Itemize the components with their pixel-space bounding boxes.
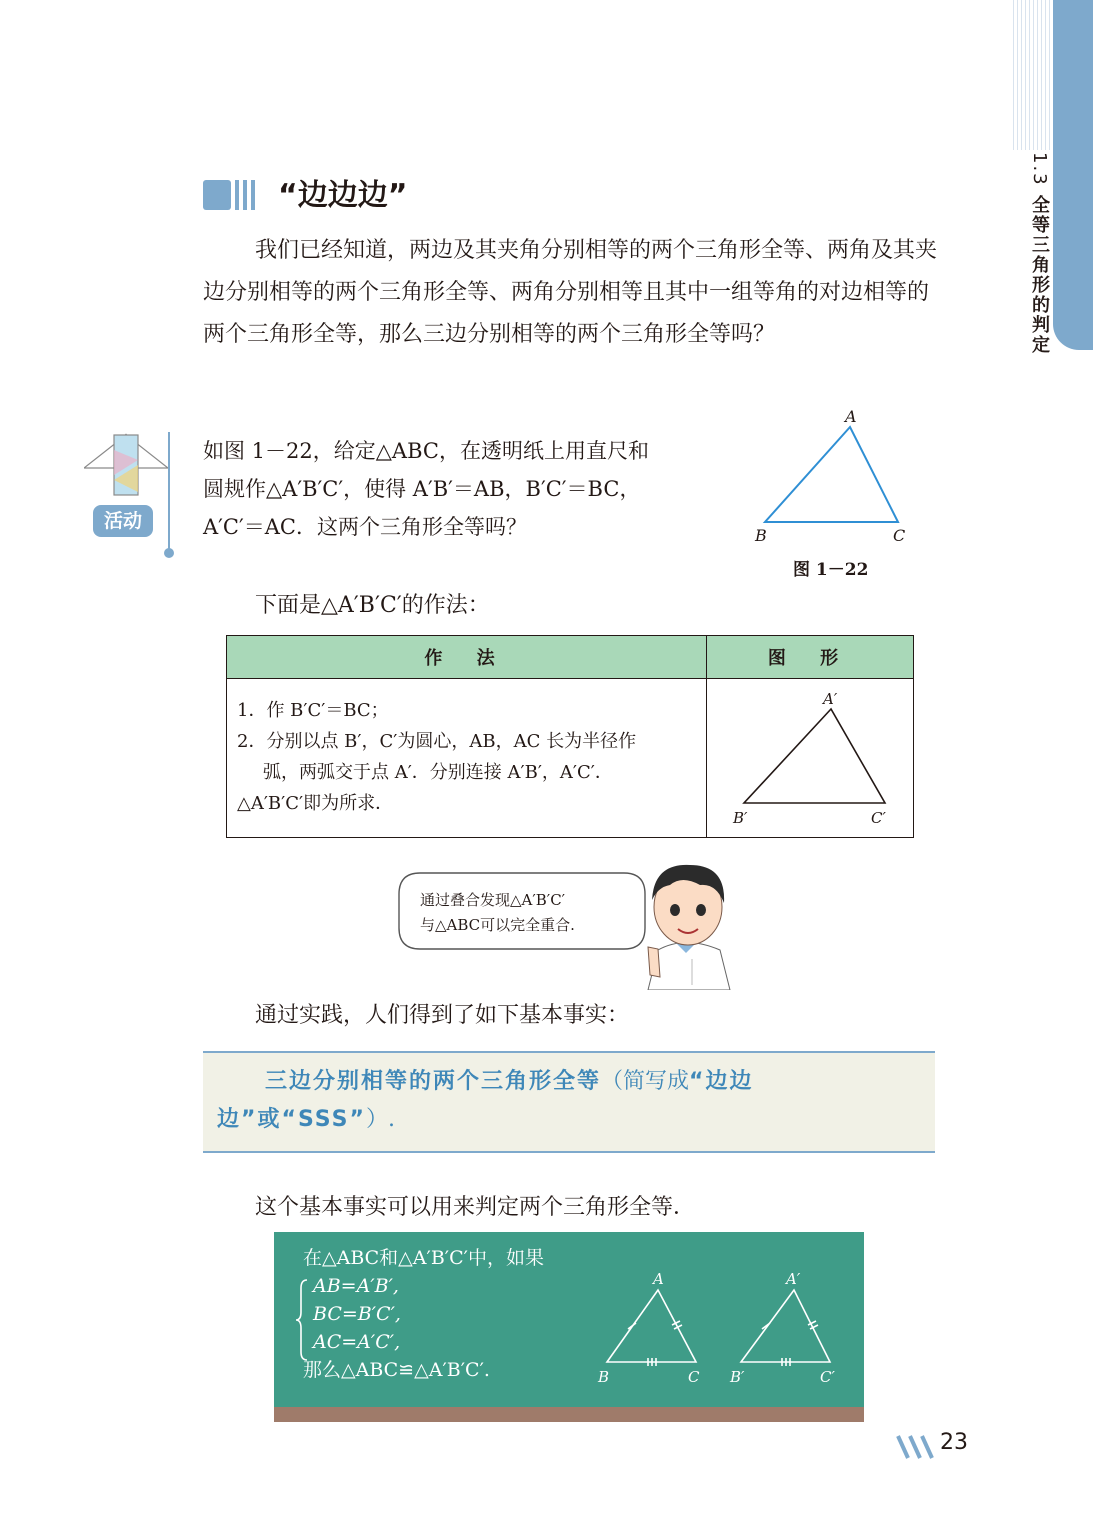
vertex-label-b: B (755, 526, 767, 545)
figure-1-22 (750, 405, 920, 555)
fact-statement: 三边分别相等的两个三角形全等 (265, 1069, 602, 1094)
activity-line-1: 如图 1－22，给定△ABC，在透明纸上用直尺和 (203, 439, 649, 463)
triangle-abc (765, 427, 898, 522)
step-result: △A′B′C′即为所求． (237, 793, 394, 814)
kite-icon (84, 430, 168, 560)
section-label (1016, 152, 1052, 355)
column-header-figure: 图 形 (707, 636, 914, 679)
board-label-a-prime: A′ (786, 1270, 801, 1288)
activity-line-3: A′C′＝AC．这两个三角形全等吗？ (203, 515, 528, 539)
constructed-triangle (707, 679, 913, 833)
heading-bars-icon (203, 180, 255, 210)
side-tab (1053, 0, 1093, 350)
board-conclusion: 那么△ABC≌△A′B′C′. (303, 1359, 490, 1381)
activity-line-2: 圆规作△A′B′C′，使得 A′B′＝AB，B′C′＝BC， (203, 477, 641, 501)
board-label-a: A (653, 1270, 664, 1288)
activity-rule (168, 432, 170, 552)
fact-name-chinese: “边边边” (217, 1069, 754, 1132)
board-condition-2: BC=B′C′, (313, 1303, 401, 1325)
vertex-label-a-prime: A′ (823, 690, 838, 708)
vertex-label-c: C (893, 526, 906, 545)
section-heading: “边边边” (278, 178, 408, 213)
activity-badge: 活动 (93, 505, 153, 537)
step-1: 1．作 B′C′＝BC； (237, 700, 389, 721)
section-title: 全等三角形的判定 (1029, 194, 1050, 355)
congruent-triangles-figure (590, 1262, 850, 1387)
step-2: 2．分别以点 B′，C′为圆心，AB，AC 长为半径作 (237, 731, 637, 752)
board-condition-3: AC=A′C′, (313, 1331, 401, 1353)
column-header-method: 作 法 (227, 636, 707, 679)
bubble-line-1: 通过叠合发现△A′B′C′ (420, 891, 566, 909)
intro-paragraph: 我们已经知道，两边及其夹角分别相等的两个三角形全等、两角及其夹边分别相等的两个三角形全等、两角分别相等且其中一组等角的对边相等的两个三角形全等，那么三边分别相等的两个三角形全等吗？ (203, 238, 938, 347)
method-steps-cell (227, 679, 707, 838)
page-mark-icon (896, 1434, 938, 1460)
boy-character-illustration (630, 855, 740, 990)
usage-text: 这个基本事实可以用来判定两个三角形全等． (255, 1195, 696, 1220)
board-label-c: C (688, 1368, 700, 1386)
fact-or: 或 (257, 1107, 282, 1132)
activity-text (203, 432, 743, 546)
bubble-line-2: 与△ABC可以完全重合. (420, 916, 575, 934)
method-figure-cell (707, 679, 914, 838)
activity-dot (164, 548, 174, 558)
step-2-continued: 弧，两弧交于点 A′．分别连接 A′B′，A′C′． (263, 762, 613, 783)
basic-fact-text (217, 1063, 929, 1139)
chalkboard-text (303, 1244, 633, 1384)
page-number: 23 (940, 1430, 968, 1455)
vertex-label-c-prime: C′ (871, 809, 886, 827)
figure-caption: 图 1－22 (793, 560, 869, 580)
bubble-text (420, 888, 640, 938)
practice-text: 通过实践，人们得到了如下基本事实： (255, 1003, 630, 1028)
fact-close: ）. (365, 1107, 395, 1132)
board-intro: 在△ABC和△A′B′C′中，如果 (303, 1247, 544, 1269)
side-tab-decoration (1013, 0, 1053, 150)
chalkboard-ledge (274, 1407, 864, 1422)
board-label-b-prime: B′ (730, 1368, 745, 1386)
fact-name-sss: “SSS” (281, 1107, 366, 1132)
vertex-label-a: A (845, 407, 857, 426)
fact-open: （简写成 (601, 1069, 690, 1094)
board-label-b: B (598, 1368, 610, 1386)
method-intro: 下面是△A′B′C′的作法： (255, 593, 490, 618)
section-number: 1.3 (1029, 152, 1050, 187)
vertex-label-b-prime: B′ (733, 809, 748, 827)
method-table (226, 635, 914, 838)
board-condition-1: AB=A′B′, (313, 1275, 399, 1297)
board-label-c-prime: C′ (820, 1368, 835, 1386)
board-triangle-abc (607, 1290, 696, 1362)
